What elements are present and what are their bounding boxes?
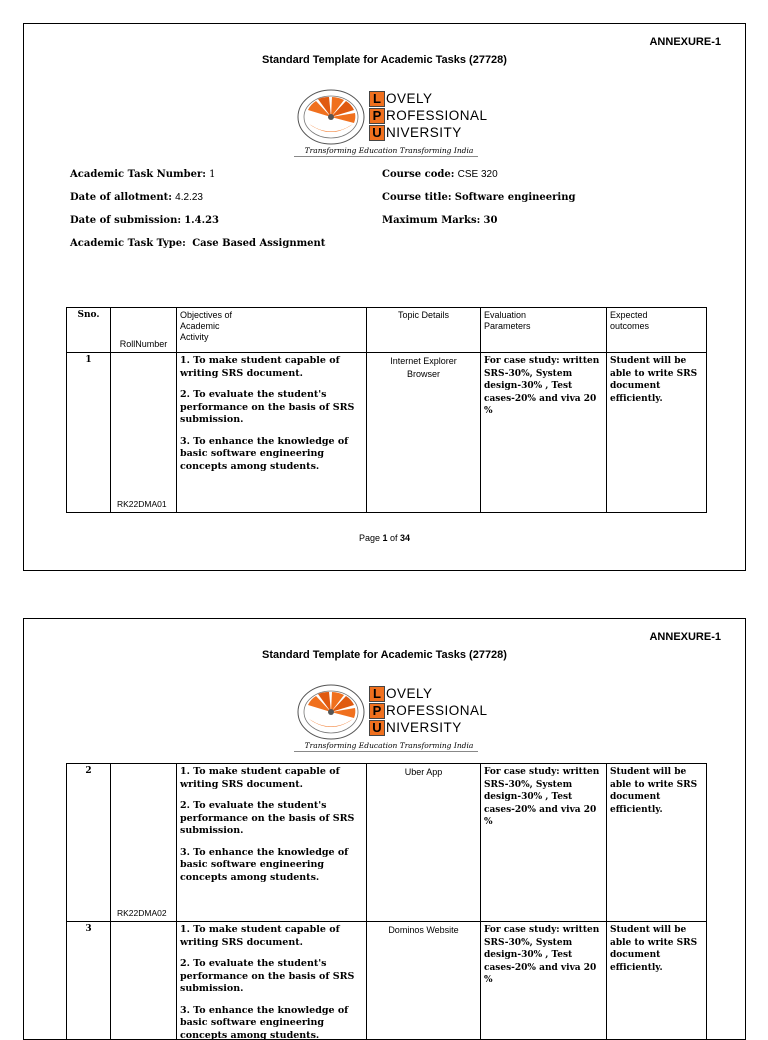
row-evaluation: For case study: written SRS-30%, System design-30% , Test cases-20% and viva 20 %	[481, 353, 607, 513]
header-topic-details: Topic Details	[367, 308, 481, 353]
row-outcome: Student will be able to write SRS document efficiently.	[607, 764, 707, 922]
header-outcomes: Expected outcomes	[607, 308, 707, 353]
header-roll-number: RollNumber	[111, 308, 177, 353]
tagline-underline	[294, 751, 478, 752]
template-title: Standard Template for Academic Tasks (27728)	[24, 54, 745, 66]
row-roll-number: RK22DMA01	[111, 353, 177, 513]
row-topic: Uber App	[367, 764, 481, 922]
table-header-row	[67, 308, 707, 353]
maximum-marks: Maximum Marks: 30	[382, 215, 497, 226]
row-topic: Dominos Website	[367, 922, 481, 1040]
row-topic: Internet Explorer Browser	[367, 353, 481, 513]
course-code: Course code: CSE 320	[382, 169, 498, 180]
table-row	[67, 922, 707, 1040]
row-outcome: Student will be able to write SRS document efficiently.	[607, 922, 707, 1040]
task-type: Academic Task Type: Case Based Assignment	[70, 238, 325, 249]
row-sno: 3	[67, 922, 111, 1040]
header-evaluation: Evaluation Parameters	[481, 308, 607, 353]
row-objectives: 1. To make student capable of writing SRS document. 2. To evaluate the student's performance on the basis of SRS submission. 3. To enhance the knowledge of basic software engineering concepts among students.	[177, 353, 367, 513]
row-evaluation: For case study: written SRS-30%, System design-30% , Test cases-20% and viva 20 %	[481, 764, 607, 922]
university-wordmark: L OVELY P ROFESSIONAL U NIVERSITY	[369, 90, 488, 141]
row-evaluation: For case study: written SRS-30%, System design-30% , Test cases-20% and viva 20 %	[481, 922, 607, 1040]
row-objectives: 1. To make student capable of writing SRS document. 2. To evaluate the student's performance on the basis of SRS submission. 3. To enhance the knowledge of basic software engineering concepts among students.	[177, 922, 367, 1040]
academic-task-table	[66, 307, 707, 513]
university-tagline: Transforming Education Transforming India	[294, 741, 484, 750]
annexure-label: ANNEXURE-1	[649, 36, 721, 48]
row-sno: 1	[67, 353, 111, 513]
university-tagline: Transforming Education Transforming India	[294, 146, 484, 155]
annexure-label: ANNEXURE-1	[649, 631, 721, 643]
row-objectives: 1. To make student capable of writing SRS document. 2. To evaluate the student's performance on the basis of SRS submission. 3. To enhance the knowledge of basic software engineering concepts among students.	[177, 764, 367, 922]
university-seal-icon	[296, 88, 366, 146]
university-logo	[294, 681, 480, 757]
allotment-date: Date of allotment: 4.2.23	[70, 192, 203, 203]
row-outcome: Student will be able to write SRS document efficiently.	[607, 353, 707, 513]
row-roll-number: RK22DMA02	[111, 764, 177, 922]
document-page-1	[23, 23, 746, 571]
academic-task-table-continued	[66, 763, 707, 1040]
tagline-underline	[294, 156, 478, 157]
university-wordmark: L OVELY P ROFESSIONAL U NIVERSITY	[369, 685, 488, 736]
header-objectives: Objectives of Academic Activity	[177, 308, 367, 353]
table-row	[67, 764, 707, 922]
table-row	[67, 353, 707, 513]
row-sno: 2	[67, 764, 111, 922]
task-number: Academic Task Number: 1	[70, 169, 216, 180]
submission-date: Date of submission: 1.4.23	[70, 215, 219, 226]
document-page-2	[23, 618, 746, 1040]
course-title: Course title: Software engineering	[382, 192, 575, 203]
header-sno: Sno.	[67, 308, 111, 353]
university-logo	[294, 86, 480, 162]
university-seal-icon	[296, 683, 366, 741]
page-footer: Page 1 of 34	[24, 533, 745, 543]
template-title: Standard Template for Academic Tasks (27728)	[24, 649, 745, 661]
row-roll-number	[111, 922, 177, 1040]
